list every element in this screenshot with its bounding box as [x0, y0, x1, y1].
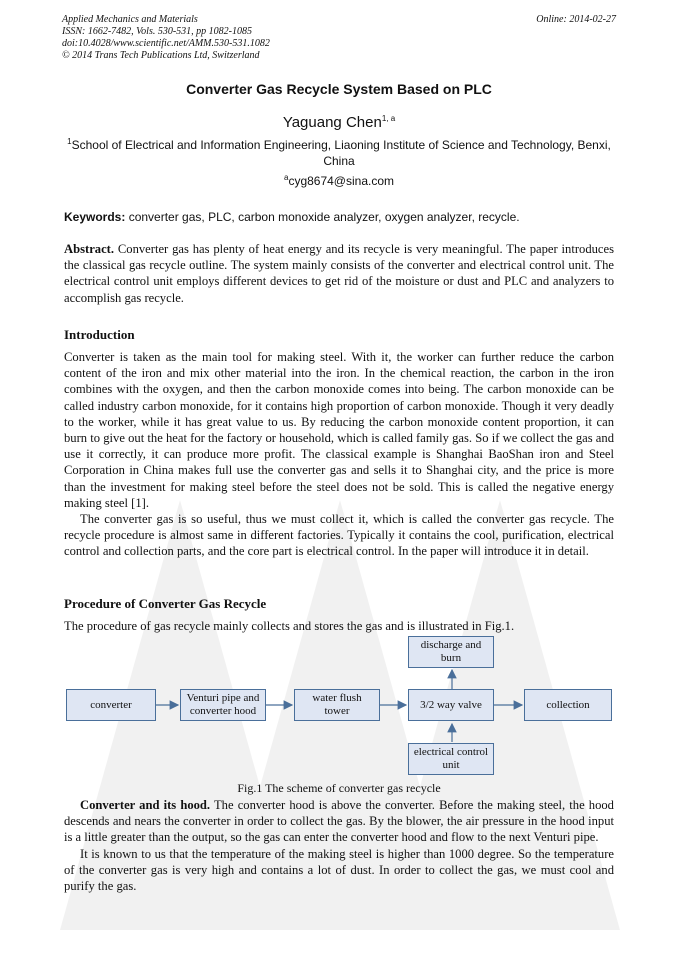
box-3-2-way-valve [408, 689, 494, 721]
author-sup: 1, a [381, 114, 396, 123]
affiliation-sup: 1 [67, 137, 72, 146]
procedure-paragraph: The procedure of gas recycle mainly collects and stores the gas and is illustrated in Fig.1. [64, 619, 515, 633]
introduction-section [64, 327, 614, 560]
keywords-text: converter gas, PLC, carbon monoxide analyzer, oxygen analyzer, recycle. [128, 210, 520, 224]
box-discharge-label-1: discharge and [420, 639, 482, 651]
box-water-flush-tower [294, 689, 380, 721]
keywords [64, 210, 614, 224]
email-address: cyg8674@sina.com [288, 174, 395, 188]
box-electrical-label-2: unit [442, 759, 460, 771]
introduction-paragraph-1: Converter is taken as the main tool for making steel. With it, the worker can further reduce the carbon content of the iron and mix other material into the iron. In the chemical reaction, the carbon in the iron combines with the oxygen, and then the carbon monoxide comes into being. The carbon monoxide can be called industry carbon monoxide, for it contains high proportion of carbon monoxide. Though it very deadly to the worker, while it has great value to us. By reducing the carbon monoxide content proportion, it can burn to give out the heat for the factory or household, which is called family gas. So if we collect the gas and use it correctly, it can produce more profit. The classical example is Shanghai BaoShan iron and Steel Corporation in China makes full use the converter gas and sells it to Shanghai city, and the price is more than the investment for making steel before the steel does not be sold. This is called the negative energy making steel [1]. [64, 350, 614, 510]
email-line [0, 174, 678, 188]
doi-line: doi:10.4028/www.scientific.net/AMM.530-531.1082 [62, 38, 270, 49]
journal-name: Applied Mechanics and Materials [62, 14, 198, 25]
introduction-heading: Introduction [64, 327, 135, 342]
affiliation [64, 137, 614, 169]
box-valve-label: 3/2 way valve [420, 698, 482, 711]
issn-line: ISSN: 1662-7482, Vols. 530-531, pp 1082-1085 [62, 26, 252, 37]
box-venturi-label-1: Venturi pipe and [186, 692, 260, 704]
hood-section [64, 797, 614, 894]
abstract-text: Converter gas has plenty of heat energy and its recycle is very meaningful. The paper introduces the classical gas recycle outline. The system mainly consists of the converter and electrical control unit. The electrical control unit employs different devices to get rid of the moisture or dust and PLC and analyzers to accomplish gas recycle. [64, 242, 614, 305]
figure-1-caption: Fig.1 The scheme of converter gas recycle [237, 781, 441, 795]
box-water-label-1: water flush [312, 692, 362, 704]
figure-1-diagram [60, 634, 620, 784]
box-electrical-label-1: electrical control [413, 746, 489, 758]
box-electrical-control-unit [408, 743, 494, 775]
keywords-label: Keywords: [64, 210, 126, 224]
box-water-label-2: tower [324, 705, 350, 717]
box-collection [524, 689, 612, 721]
hood-section-paragraph-2: It is known to us that the temperature of the making steel is higher than 1000 degree. So the temperature of the converter gas is very high and contains a lot of dust. In order to collect the gas, we must cool and purify the gas. [64, 846, 614, 894]
box-discharge-and-burn [408, 636, 494, 668]
abstract-label: Abstract. [64, 242, 115, 256]
email-sup: a [283, 173, 289, 182]
author-name: Yaguang Chen [282, 114, 382, 131]
box-converter [66, 689, 156, 721]
hood-section-label: Converter and its hood. [80, 798, 211, 812]
procedure-heading: Procedure of Converter Gas Recycle [64, 596, 267, 611]
box-venturi-pipe [180, 689, 266, 721]
online-date: Online: 2014-02-27 [536, 14, 616, 25]
introduction-paragraph-2: The converter gas is so useful, thus we must collect it, which is called the converter gas recycle. The recycle procedure is almost same in different factories. Typically it contains the cool, purification, electrical control and collection parts, and the core part is electrical control. In the paper will introduce it in detail. [64, 512, 614, 559]
running-header [62, 14, 270, 62]
box-collection-label: collection [546, 698, 590, 711]
paper-title: Converter Gas Recycle System Based on PLC [186, 81, 492, 97]
box-discharge-label-2: burn [440, 652, 462, 664]
procedure-section [64, 596, 614, 634]
box-converter-label: converter [90, 698, 132, 711]
copyright-line: © 2014 Trans Tech Publications Ltd, Switzerland [62, 50, 260, 61]
box-venturi-label-2: converter hood [189, 705, 257, 717]
author-line [0, 114, 678, 131]
affiliation-text: School of Electrical and Information Engineering, Liaoning Institute of Science and Technology, Benxi, China [71, 138, 611, 168]
abstract [64, 241, 614, 306]
hood-section-text: The converter hood is above the converter. Before the making steel, the hood descends and nears the converter in order to collect the gas. By the blower, the air pressure in the hood input is a little greater than the output, so the gas can enter the converter hood and flow to the next Venturi pipe. [64, 798, 614, 845]
